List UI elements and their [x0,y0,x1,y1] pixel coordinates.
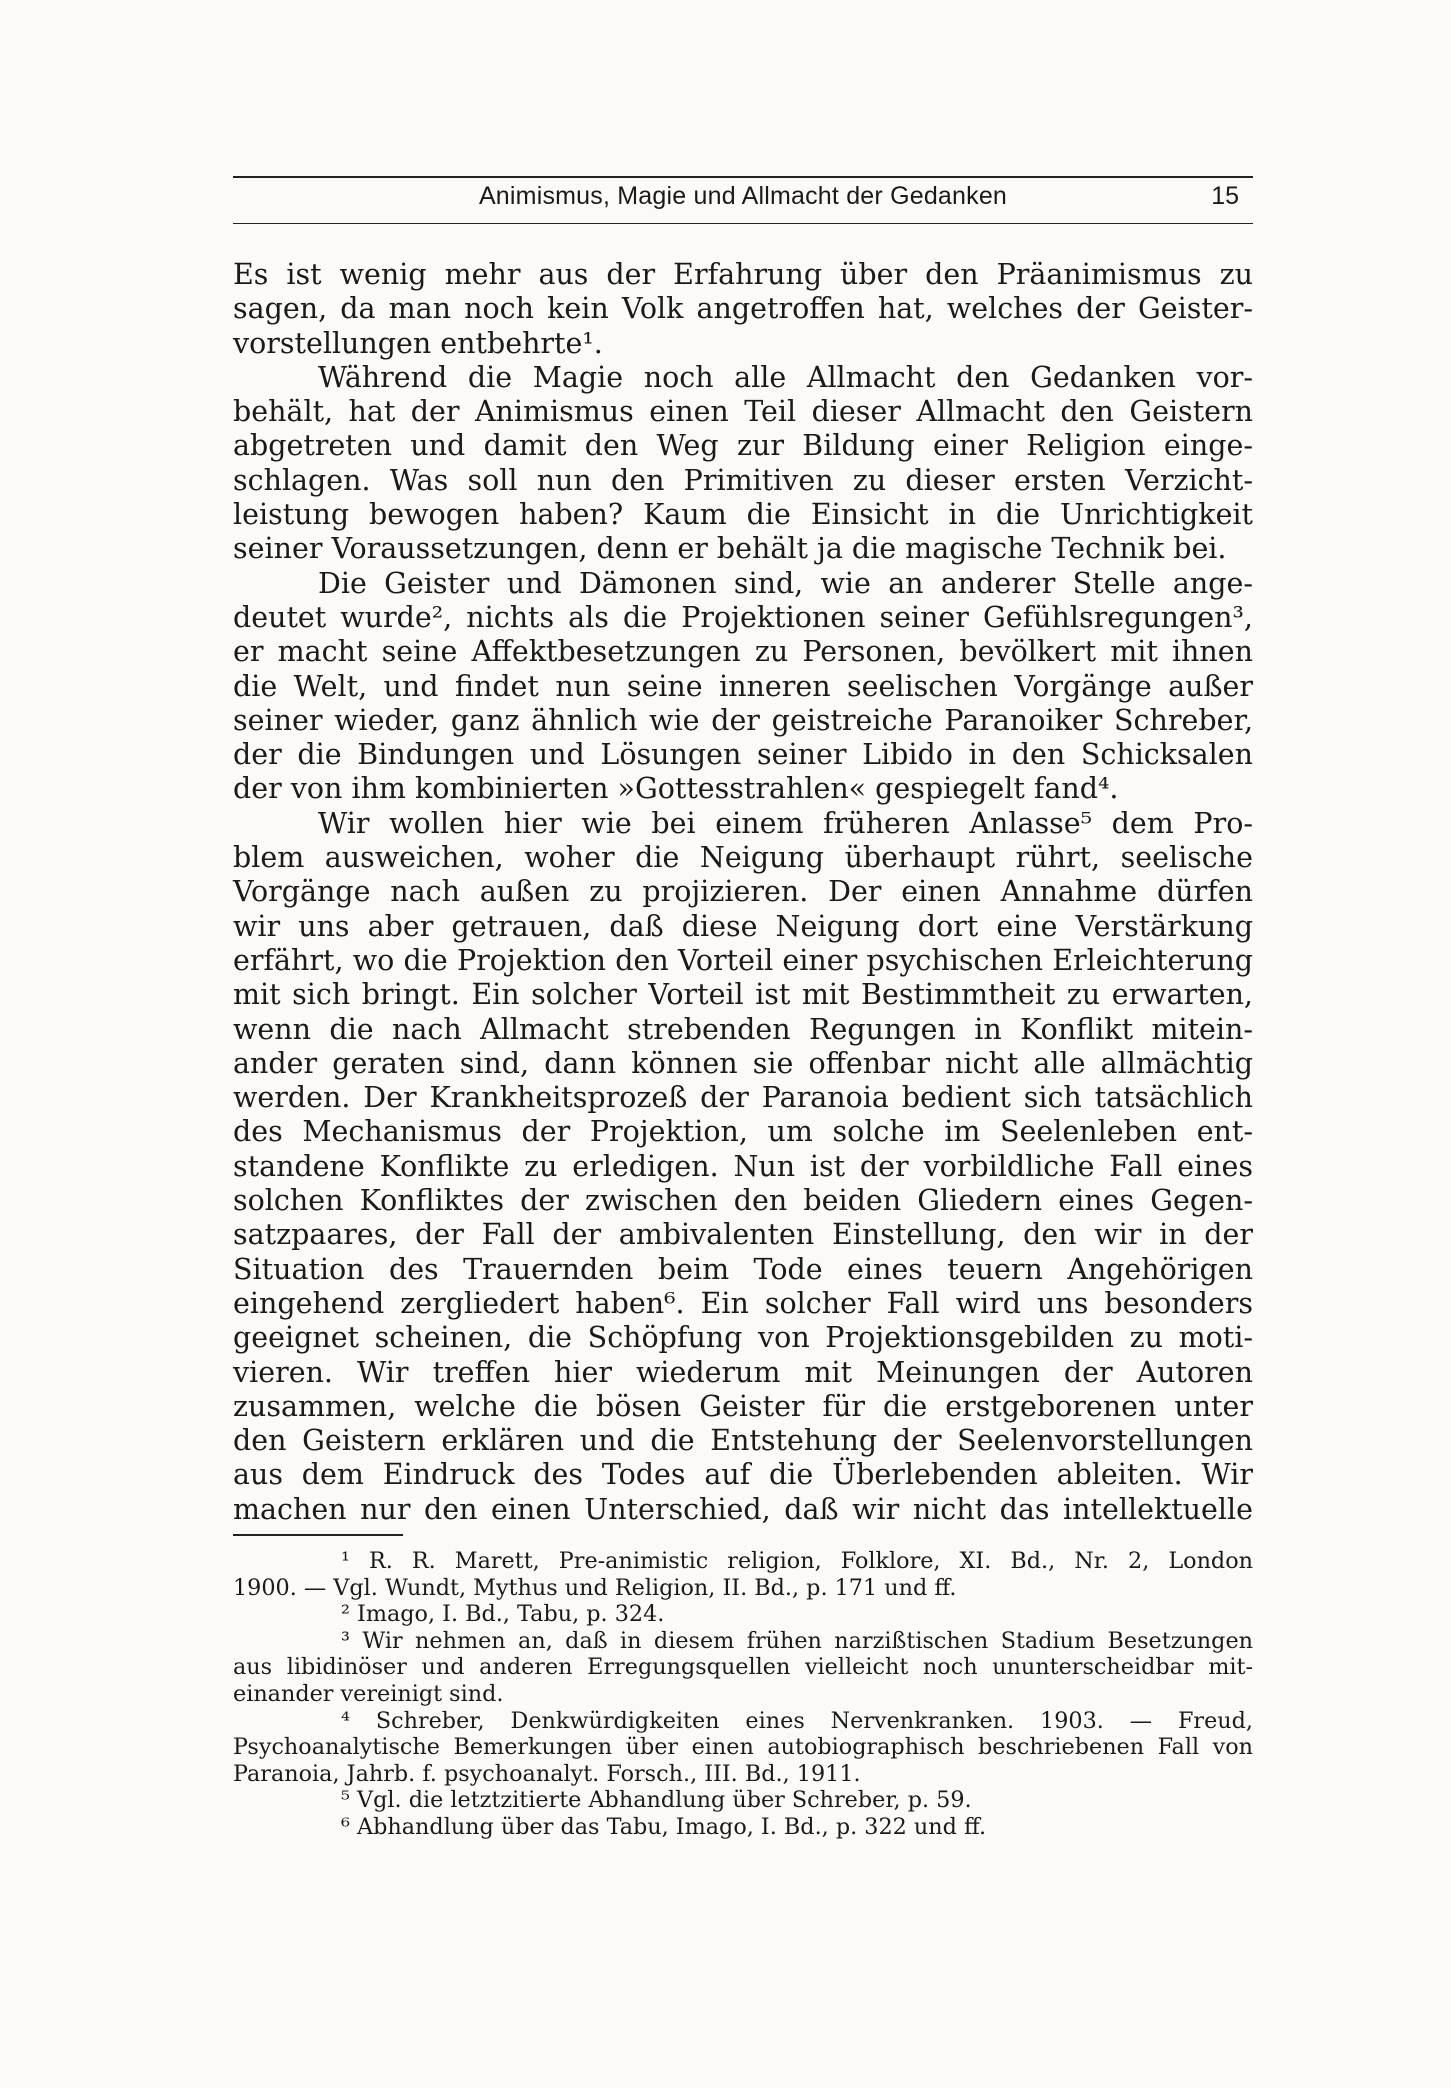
body-text-line: vieren. Wir treffen hier wiederum mit Meinungen der Autoren [233,1355,1253,1389]
footnote-separator [233,1534,403,1536]
footnote-line: Psychoanalytische Bemerkungen über einen autobiographisch beschriebenen Fall von [233,1734,1253,1761]
footnote-line: ⁴ Schreber, Denkwürdigkeiten eines Nervenkranken. 1903. — Freud, [341,1707,1253,1734]
header-bottom-rule [233,223,1253,224]
body-text-line: Die Geister und Dämonen sind, wie an anderer Stelle ange- [318,566,1253,600]
body-text-line: vorstellungen entbehrte¹. [233,326,603,360]
body-text-line: behält, hat der Animismus einen Teil dieser Allmacht den Geistern [233,395,1253,429]
body-text-line: schlagen. Was soll nun den Primitiven zu dieser ersten Verzicht- [233,463,1253,497]
body-text-line: Situation des Trauernden beim Tode eines teuern Angehörigen [233,1252,1253,1286]
body-text-line: mit sich bringt. Ein solcher Vorteil ist mit Bestimmtheit zu erwarten, [233,978,1253,1012]
body-text-line: ander geraten sind, dann können sie offenbar nicht alle allmächtig [233,1046,1253,1080]
body-text-line: Wir wollen hier wie bei einem früheren Anlasse⁵ dem Pro- [318,806,1253,840]
body-text-line: machen nur den einen Unterschied, daß wir nicht das intellektuelle [233,1492,1253,1526]
body-text-line: seiner Voraussetzungen, denn er behält ja die magische Technik bei. [233,532,1227,566]
body-text-line: satzpaares, der Fall der ambivalenten Einstellung, den wir in der [233,1218,1253,1252]
body-text-line: erfährt, wo die Projektion den Vorteil einer psychischen Erleichterung [233,943,1253,977]
running-title: Animismus, Magie und Allmacht der Gedanken [478,182,1008,210]
body-text-line: wir uns aber getrauen, daß diese Neigung dort eine Verstärkung [233,909,1253,943]
body-text-line: er macht seine Affektbesetzungen zu Personen, bevölkert mit ihnen [233,635,1253,669]
body-text-line: geeignet scheinen, die Schöpfung von Projektionsgebilden zu moti- [233,1321,1253,1355]
header-top-rule [233,176,1253,178]
body-text-line: wenn die nach Allmacht strebenden Regungen in Konflikt mitein- [233,1012,1253,1046]
body-text-line: seiner wieder, ganz ähnlich wie der geistreiche Paranoiker Schreber, [233,703,1253,737]
footnotes [233,1548,1253,1841]
body-text-line: solchen Konfliktes der zwischen den beiden Gliedern eines Gegen- [233,1184,1253,1218]
body-text-line: der von ihm kombinierten »Gottesstrahlen« gespiegelt fand⁴. [233,772,1119,806]
page-number: 15 [1211,182,1239,210]
body-text-line: sagen, da man noch kein Volk angetroffen hat, welches der Geister- [233,292,1253,326]
body-text-line: des Mechanismus der Projektion, um solche im Seelenleben ent- [233,1115,1253,1149]
body-text-line: zusammen, welche die bösen Geister für die erstgeborenen unter [233,1389,1253,1423]
body-text-line: der die Bindungen und Lösungen seiner Libido in den Schicksalen [233,738,1253,772]
body-text-line: aus dem Eindruck des Todes auf die Überlebenden ableiten. Wir [233,1458,1253,1492]
footnote-line: ¹ R. R. Marett, Pre-animistic religion, Folklore, XI. Bd., Nr. 2, London [341,1548,1253,1574]
body-text-line: blem ausweichen, woher die Neigung überhaupt rührt, seelische [233,841,1253,875]
body-text-line: eingehend zergliedert haben⁶. Ein solcher Fall wird uns besonders [233,1286,1253,1320]
body-text-line: leistung bewogen haben? Kaum die Einsicht in die Unrichtigkeit [233,498,1253,532]
footnote-line: aus libidinöser und anderen Erregungsquellen vielleicht noch ununterscheidbar mit- [233,1654,1253,1681]
body-text-line: werden. Der Krankheitsprozeß der Paranoia bedient sich tatsächlich [233,1081,1253,1115]
body-text-line: Es ist wenig mehr aus der Erfahrung über den Präanimismus zu [233,258,1253,291]
footnote-line: 1900. — Vgl. Wundt, Mythus und Religion, II. Bd., p. 171 und ff. [233,1574,957,1601]
body-text-line: deutet wurde², nichts als die Projektionen seiner Gefühlsregungen³, [233,600,1253,634]
body-text-line: Während die Magie noch alle Allmacht den Gedanken vor- [318,360,1253,394]
body-text-line: die Welt, und findet nun seine inneren seelischen Vorgänge außer [233,669,1253,703]
footnote-line: ⁵ Vgl. die letztzitierte Abhandlung über Schreber, p. 59. [341,1787,972,1814]
body-text-line: den Geistern erklären und die Entstehung der Seelenvorstellungen [233,1424,1253,1458]
body-text-line: standene Konflikte zu erledigen. Nun ist der vorbildliche Fall eines [233,1149,1253,1183]
footnote-line: einander vereinigt sind. [233,1680,504,1707]
body-text-line: Vorgänge nach außen zu projizieren. Der einen Annahme dürfen [233,875,1253,909]
footnote-line: ⁶ Abhandlung über das Tabu, Imago, I. Bd., p. 322 und ff. [341,1813,987,1840]
running-head [233,179,1253,219]
footnote-line: ² Imago, I. Bd., Tabu, p. 324. [341,1601,665,1628]
body-text [233,258,1253,1527]
footnote-line: ³ Wir nehmen an, daß in diesem frühen narzißtischen Stadium Besetzungen [341,1627,1253,1654]
footnote-line: Paranoia, Jahrb. f. psychoanalyt. Forsch., III. Bd., 1911. [233,1760,861,1787]
body-text-line: abgetreten und damit den Weg zur Bildung einer Religion einge- [233,429,1253,463]
